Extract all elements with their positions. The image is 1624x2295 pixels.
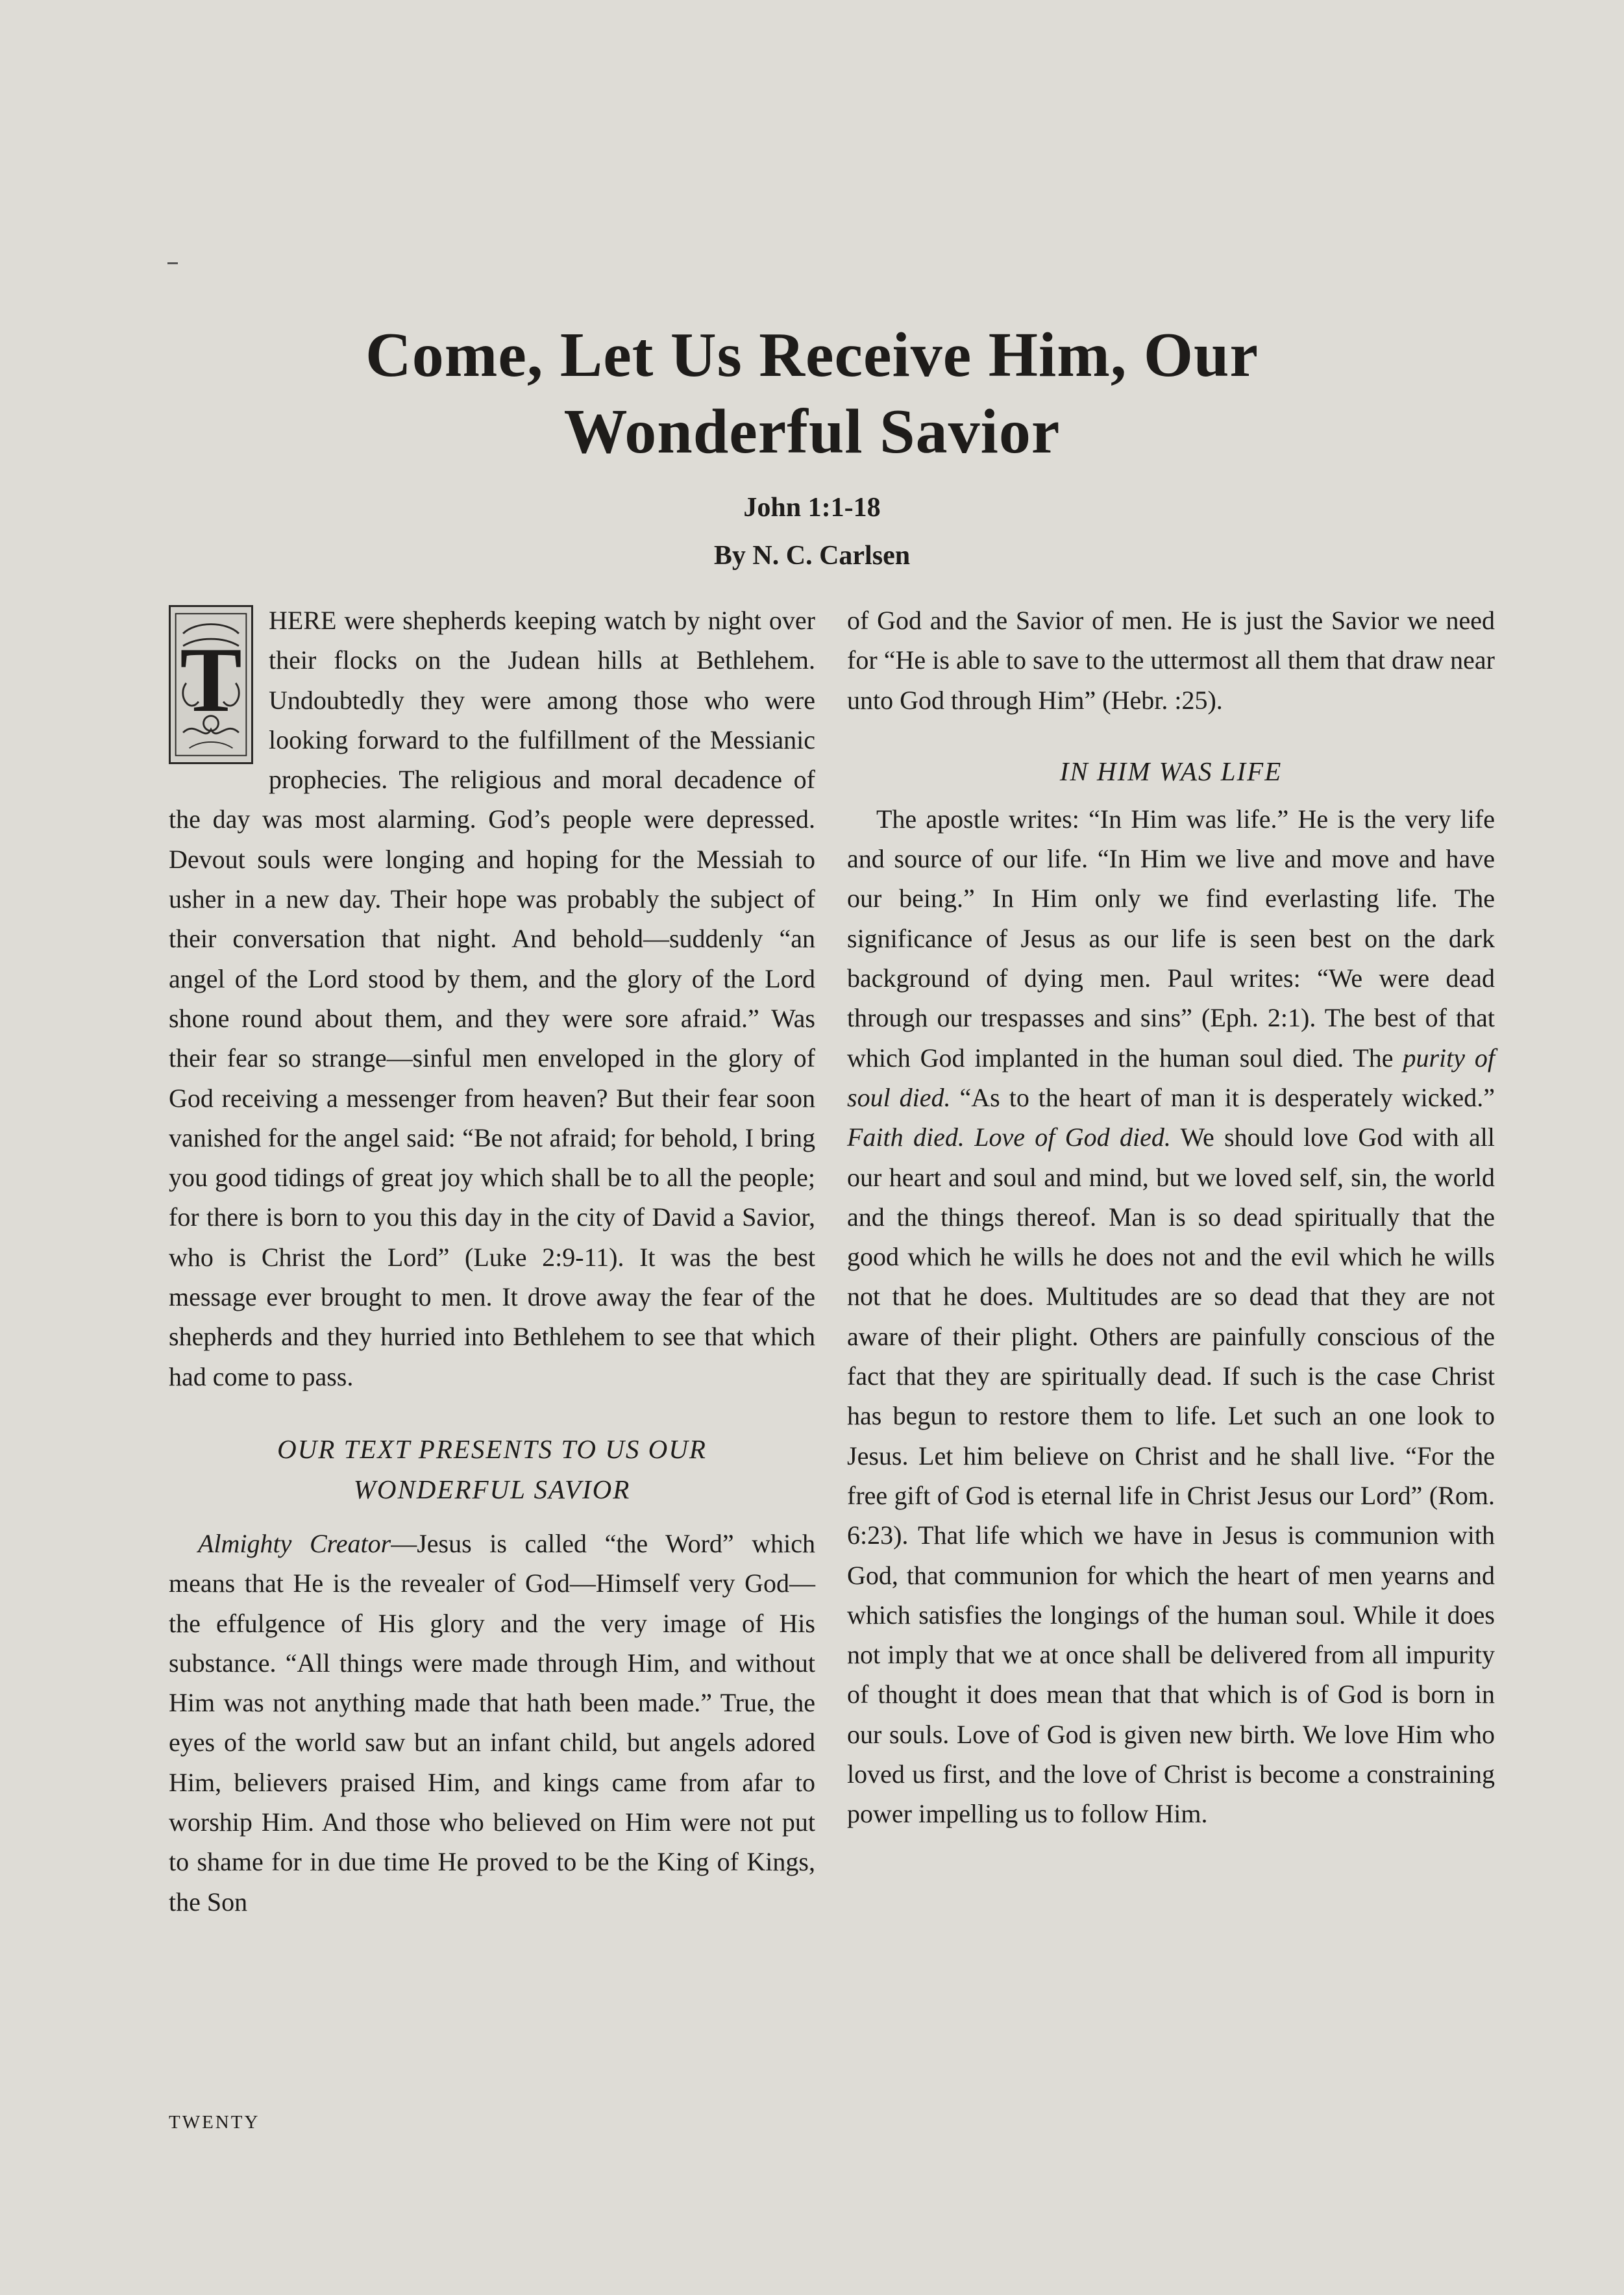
paragraph-text: —Jesus is called “the Word” which means that He is the revealer of God—Himself very God—the effulgence of His glory and the very image of His substance. “All things were made through Him, and without Him was not anything made that hath been made.” True, the eyes of the world saw but an infant child, but angels adored Him, believers praised Him, and kings came from afar to worship Him. And those who believed on Him were not put to shame for in due time He proved to be the King of Kings, the Son xyxy=(169,1528,816,1917)
left-column xyxy=(169,601,815,1922)
ornamental-dropcap-icon xyxy=(169,605,253,764)
emphasis-faith-love: Faith died. Love of God died. xyxy=(847,1123,1171,1152)
title-line-2: Wonderful Savior xyxy=(563,397,1061,467)
paragraph-text-a: The apostle writes: “In Him was life.” He is the very life and source of our life. “In Him we live and move and have our being.” In Him only we find everlasting life. The significance of Jesus as our life is seen best on the dark background of dying men. Paul writes: “We were dead through our trespasses and sins” (Eph. 2:1). The best of that which God implanted in the human soul died. The xyxy=(847,804,1495,1073)
opening-paragraph-text: HERE were shepherds keeping watch by night over their flocks on the Judean hills at Bethlehem. Undoubtedly they were among those who were looking forward to the fulfillment of the Messianic prophecies. The religious and moral decadence of the day was most alarming. God’s people were depressed. Devout souls were longing and hoping for the Messiah to usher in a new day. Their hope was probably the subject of their conversation that night. And behold—suddenly “an angel of the Lord stood by them, and the glory of the Lord shone round about them, and they were sore afraid.” Was their fear so strange—sinful men enveloped in the glory of God receiving a messenger from heaven? But their fear soon vanished for the angel said: “Be not afraid; for behold, I bring you good tidings of great joy which shall be to all the people; for there is born to you this day in the city of David a Savior, who is Christ the Lord” (Luke 2:9-11). It was the best message ever brought to men. It drove away the fear of the shepherds and they hurried into Bethlehem to see that which had come to pass. xyxy=(169,606,815,1391)
section-heading-wonderful-savior xyxy=(169,1396,815,1524)
almighty-creator-paragraph xyxy=(169,1524,815,1922)
article-title xyxy=(247,317,1377,470)
opening-paragraph xyxy=(169,601,815,1396)
dropcap-letter: T xyxy=(180,628,242,732)
title-line-1: Come, Let Us Receive Him, Our xyxy=(365,320,1259,390)
paragraph-text-b: “As to the heart of man it is desperately wicked.” xyxy=(950,1082,1495,1112)
byline: By N. C. Carlsen xyxy=(713,541,911,571)
in-him-was-life-paragraph xyxy=(847,799,1495,1834)
run-in-lead: Almighty Creator xyxy=(198,1528,391,1558)
page-number: TWENTY xyxy=(169,2112,260,2133)
heading-line-2: WONDERFUL SAVIOR xyxy=(353,1474,631,1504)
scripture-reference: John 1:1-18 xyxy=(743,493,881,523)
paragraph-text-c: We should love God with all our heart and soul and mind, but we loved self, sin, the world and the things thereof. Man is so dead spiritually that the good which he wills he does not and the evil which he wills not that he does. Multitudes are so dead that they are not aware of their plight. Others are painfully conscious of the fact that they are spiritually dead. If such is the case Christ has begun to restore them to life. Let such an one look to Jesus. Let him believe on Christ and he shall live. “For the free gift of God is eternal life in Christ Jesus our Lord” (Rom. 6:23). That life which we have in Jesus is communion with God, that communion for which the heart of men yearns and which satisfies the longings of the human soul. While it does not imply that we at once shall be delivered from all impurity of thought it does mean that that which is of God is born in our souls. Love of God is given new birth. We love Him who loved us first, and the love of Christ is become a constraining power impelling us to follow Him. xyxy=(847,1123,1495,1829)
emphasis-purity: purity of soul died. xyxy=(847,1043,1495,1112)
section-heading-in-him-was-life: IN HIM WAS LIFE xyxy=(1059,756,1283,786)
right-column xyxy=(847,601,1495,1834)
continued-paragraph: of God and the Savior of men. He is just the Savior we need for “He is able to save to the uttermost all them that draw near unto God through Him” (Hebr. :25). xyxy=(847,606,1495,715)
heading-line-1: OUR TEXT PRESENTS TO US OUR xyxy=(277,1433,707,1464)
dropcap-ornament xyxy=(171,607,251,762)
margin-mark xyxy=(167,262,178,264)
